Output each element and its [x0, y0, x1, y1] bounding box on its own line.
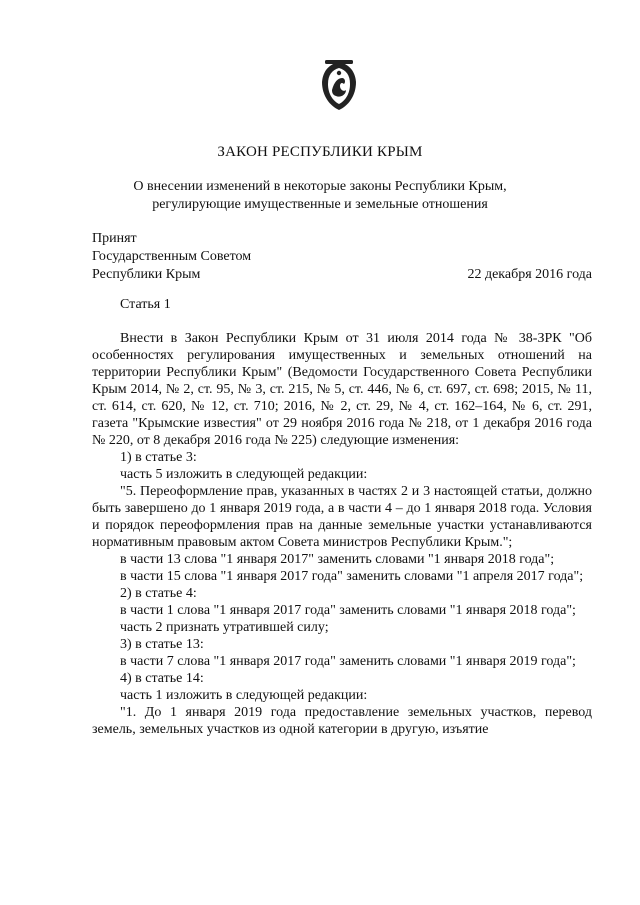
- list-item: часть 1 изложить в следующей редакции:: [120, 688, 368, 703]
- paragraph: "1. До 1 января 2019 года предоставление земельных участков, перевод земель, земельных участков из одной категории в другую, изъятие: [92, 705, 592, 737]
- adopted-line: Республики Крым: [92, 267, 201, 282]
- document-subtitle: [0, 178, 640, 214]
- adopted-line: Государственным Советом: [92, 249, 252, 264]
- document-body: [92, 330, 592, 738]
- paragraph: в части 1 слова "1 января 2017 года" заменить словами "1 января 2018 года";: [120, 603, 576, 618]
- document-title: ЗАКОН РЕСПУБЛИКИ КРЫМ: [217, 144, 423, 160]
- subtitle-line: регулирующие имущественные и земельные отношения: [152, 197, 488, 212]
- adopted-line: Принят: [92, 231, 137, 246]
- adoption-block: [92, 230, 592, 284]
- article-heading: Статья 1: [120, 297, 171, 312]
- list-item: 3) в статье 13:: [120, 637, 204, 652]
- list-item: часть 2 признать утратившей силу;: [120, 620, 329, 635]
- list-item: часть 5 изложить в следующей редакции:: [120, 467, 368, 482]
- list-item: в части 13 слова "1 января 2017" заменить словами "1 января 2018 года";: [120, 552, 555, 567]
- subtitle-line: О внесении изменений в некоторые законы Республики Крым,: [133, 179, 507, 194]
- coat-of-arms-icon: [318, 60, 360, 112]
- adoption-date: 22 декабря 2016 года: [467, 267, 592, 282]
- paragraph: "5. Переоформление прав, указанных в частях 2 и 3 настоящей статьи, должно быть завершено до 1 января 2019 года, а в части 4 – до 1 января 2018 года. Условия и порядок переоформления прав на данные земельные участки устанавливаются нормативным правовым актом Совета министров Республики Крым.";: [92, 484, 592, 550]
- paragraph: в части 7 слова "1 января 2017 года" заменить словами "1 января 2019 года";: [120, 654, 576, 669]
- list-item: 2) в статье 4:: [120, 586, 197, 601]
- paragraph: в части 15 слова "1 января 2017 года" заменить словами "1 апреля 2017 года";: [120, 569, 584, 584]
- paragraph: Внести в Закон Республики Крым от 31 июля 2014 года № 38-ЗРК "Об особенностях регулирования имущественных и земельных отношений на территории Республики Крым" (Ведомости Государственного Совета Республики Крым 2014, № 2, ст. 95, № 3, ст. 215, № 5, ст. 446, № 6, ст. 697, ст. 698; 2015, № 11, ст. 614, ст. 620, № 12, ст. 710; 2016, № 2, ст. 29, № 4, ст. 162–164, № 6, ст. 291, газета "Крымские известия" от 29 ноября 2016 года № 218, от 1 декабря 2016 года № 220, от 8 декабря 2016 года № 225) следующие изменения:: [92, 331, 592, 448]
- list-item: 1) в статье 3:: [120, 450, 197, 465]
- list-item: 4) в статье 14:: [120, 671, 204, 686]
